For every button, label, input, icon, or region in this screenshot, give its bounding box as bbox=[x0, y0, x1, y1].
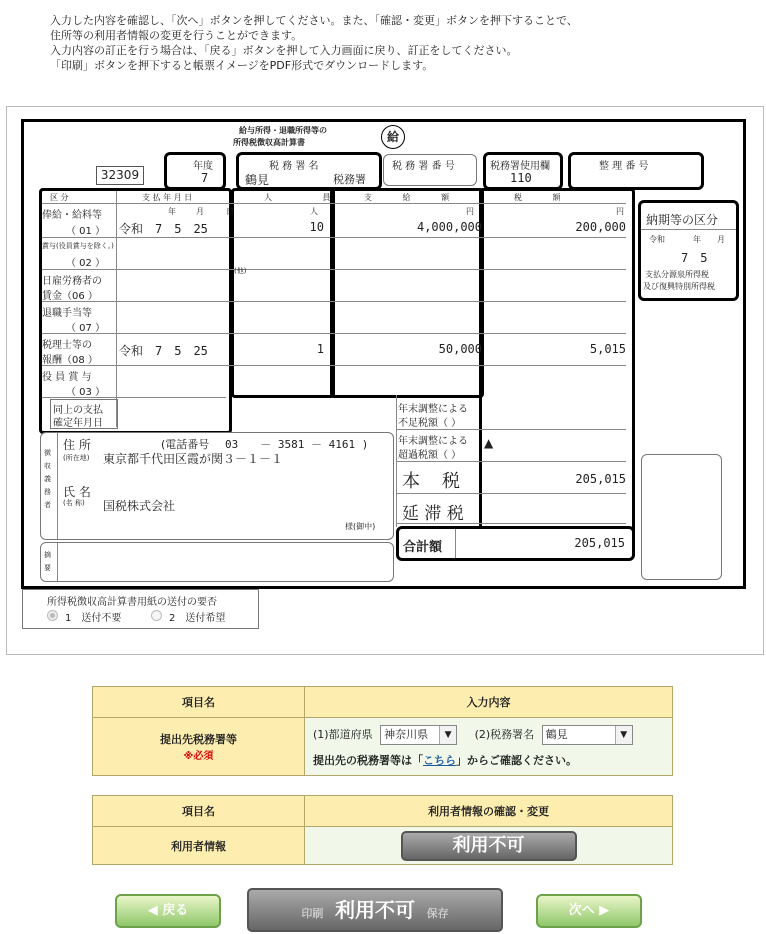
phone-number: 03 － 3581 － 4161 ) bbox=[225, 438, 369, 451]
tax-amount: 5,015 bbox=[589, 342, 626, 356]
back-button[interactable]: ◀ 戻る bbox=[115, 894, 221, 928]
form-title-line2: 所得税徴収高計算書 bbox=[233, 138, 305, 147]
row-label: 税理士等の bbox=[42, 340, 92, 351]
pay-date: 令和 7 5 25 bbox=[119, 222, 208, 236]
required-badge: ※必須 bbox=[183, 751, 214, 762]
nendo-box: 年度 7 bbox=[164, 152, 226, 190]
pay-amount: 4,000,000 bbox=[416, 220, 482, 234]
row-label: 退職手当等 bbox=[42, 308, 92, 319]
check-link[interactable]: こちら bbox=[423, 754, 456, 767]
circle-right-icon: ▶ bbox=[599, 903, 610, 918]
next-button[interactable]: 次へ ▶ bbox=[536, 894, 642, 928]
table-header: 利用者情報の確認・変更 bbox=[305, 796, 673, 827]
row-label: 日雇労務者の bbox=[42, 276, 102, 287]
total-value: 205,015 bbox=[574, 536, 625, 550]
shiyouran-value: 110 bbox=[510, 171, 532, 185]
pay-date: 令和 7 5 25 bbox=[119, 344, 208, 358]
form-title-line1: 給与所得・退職所得等の bbox=[239, 126, 327, 135]
user-info-unavailable-button[interactable]: 利用不可 bbox=[401, 831, 577, 861]
row-label: 賞与(役員賞与を除く。) bbox=[42, 242, 114, 250]
people-count: 1 bbox=[316, 342, 324, 356]
instruction-line: 入力内容の訂正を行う場合は、「戻る」ボタンを押して入力画面に戻り、訂正をしてください。 bbox=[50, 44, 518, 57]
people-count: 10 bbox=[309, 220, 324, 234]
chevron-down-icon: ▼ bbox=[439, 726, 456, 744]
company-name: 国税株式会社 bbox=[103, 499, 176, 513]
row-label: 利用者情報 bbox=[93, 827, 305, 865]
user-info-table bbox=[92, 795, 673, 865]
form-type-stamp: 給 bbox=[381, 125, 405, 149]
instructions bbox=[50, 13, 578, 73]
unavailable-label: 利用不可 bbox=[335, 898, 415, 922]
tax-block bbox=[479, 188, 635, 556]
nouki-values: 7 5 bbox=[681, 251, 708, 265]
stamp-area bbox=[641, 454, 722, 580]
row-label: 役 員 賞 与 bbox=[42, 372, 92, 383]
doujou-box: 同上の支払 確定年月日 bbox=[50, 399, 118, 429]
chevron-down-icon: ▼ bbox=[615, 726, 632, 744]
send-option-radio-2[interactable] bbox=[151, 610, 162, 621]
tax-amount: 200,000 bbox=[575, 220, 626, 234]
zeimusho-number-box: 税 務 署 番 号 bbox=[383, 154, 477, 186]
tax-form: 給与所得・退職所得等の 所得税徴収高計算書 給 32309 年度 7 税 務 署 名 鶴見 税務署 税 務 署 番 号 税務署使用欄 110 整 理 番 号 区 分 支 払 年 月 日 年 月 日 人 員 支 給 額 税 額 人 円 円 俸給・給料等 （ 01 ） 賞与(役員賞与を除く。) （ 02 ） 日雇労務者の 賃金（06 ） 退職手当等 （ 07 ） 税理士等の 報酬（08 ） 役 員 賞 与 （ 03 ） (他) 令和 7 5 25 10 4,000,000 200,000 令和 7 5 25 1 50,000 5,015 同上の支払 確定年月日 年末調整による 不足税額（ ） 年末調整による 超過税額（ ） ▲ 本 税 205,015 延 滞 税 合計額 205,015 徴収義務者 住 所 (所在地) (電話番号 03 － 3581 － 4161 ) 東京都千代田区霞が関３－１－１ 氏 名 (名 称) 国税株式会社 様(御中) 摘要 納期等の区分 令和 年 月 7 5 支払分源泉所得税 及び復興特別所得税 bbox=[21, 119, 746, 589]
nendo-value: 7 bbox=[201, 171, 209, 185]
address: 東京都千代田区霞が関３－１－１ bbox=[103, 452, 284, 466]
print-label: 印刷 bbox=[301, 907, 324, 920]
entai-label: 延 滞 税 bbox=[402, 504, 464, 524]
table-header: 項目名 bbox=[93, 796, 305, 827]
send-option-title: 所得税徴収高計算書用紙の送付の要否 bbox=[47, 597, 217, 608]
total-box: 合計額 205,015 bbox=[396, 526, 635, 561]
instruction-line: 入力した内容を確認し、「次へ」ボタンを押してください。また、「確認・変更」ボタンを押下することで、 bbox=[50, 14, 578, 27]
zeimusho-name: 鶴見 bbox=[245, 173, 270, 187]
save-label: 保存 bbox=[426, 907, 449, 920]
nouki-box: 納期等の区分 令和 年 月 7 5 支払分源泉所得税 及び復興特別所得税 bbox=[638, 200, 739, 301]
instruction-line: 住所等の利用者情報の変更を行うことができます。 bbox=[50, 29, 303, 42]
zeimusho-box: 税 務 署 名 鶴見 税務署 bbox=[236, 152, 382, 190]
shiyouran-box: 税務署使用欄 110 bbox=[483, 152, 563, 190]
send-option-radio-1[interactable] bbox=[47, 610, 58, 621]
print-save-unavailable[interactable] bbox=[247, 888, 503, 932]
submission-table bbox=[92, 686, 673, 776]
table-header: 入力内容 bbox=[305, 687, 673, 718]
tekiyou-box: 摘要 bbox=[40, 542, 394, 582]
tax-office-select[interactable]: 鶴見 ▼ bbox=[542, 725, 633, 745]
payer-box: 徴収義務者 住 所 (所在地) (電話番号 03 － 3581 － 4161 ) 東京都千代田区霞が関３－１－１ 氏 名 (名 称) 国税株式会社 様(御中) bbox=[40, 432, 394, 540]
honzei-label: 本 税 bbox=[402, 471, 462, 492]
form-code: 32309 bbox=[96, 166, 144, 185]
office-note: 提出先の税務署等は「こちら」からご確認ください。 bbox=[313, 754, 577, 767]
submission-inputs: (1)都道府県 神奈川県 ▼ (2)税務署名 鶴見 ▼ 提出先の税務署等は「こちら」からご確認ください。 bbox=[305, 718, 673, 776]
row-label: 俸給・給料等 bbox=[42, 210, 102, 221]
pay-amount: 50,000 bbox=[438, 342, 482, 356]
send-option-box: 所得税徴収高計算書用紙の送付の要否 1 送付不要 2 送付希望 bbox=[22, 589, 259, 629]
row-label: 提出先税務署等 ※必須 bbox=[93, 718, 305, 776]
seiri-box: 整 理 番 号 bbox=[568, 152, 704, 190]
table-header: 項目名 bbox=[93, 687, 305, 718]
honzei-value: 205,015 bbox=[575, 472, 626, 486]
prefecture-select[interactable]: 神奈川県 ▼ bbox=[380, 725, 457, 745]
circle-left-icon: ◀ bbox=[147, 903, 158, 918]
instruction-line: 「印刷」ボタンを押下すると帳票イメージをPDF形式でダウンロードします。 bbox=[50, 59, 434, 72]
